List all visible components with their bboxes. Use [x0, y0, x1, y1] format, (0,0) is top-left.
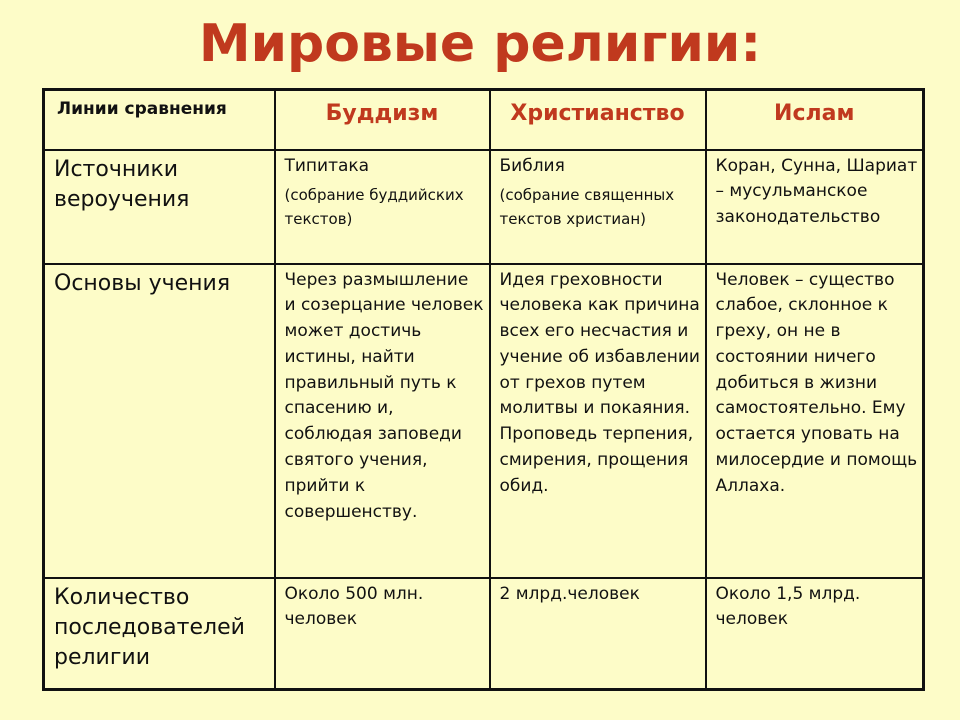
table-row [44, 578, 924, 690]
row-label-sources: Источники вероучения [44, 150, 275, 264]
cell-buddhism-foundations [275, 264, 490, 578]
cell-buddhism-followers [275, 578, 490, 690]
cell-islam-followers [706, 578, 924, 690]
row-label-foundations: Основы учения [44, 264, 275, 578]
cell-sub-text: (собрание буддийских текстов) [284, 186, 464, 229]
header-buddhism: Буддизм [275, 90, 490, 150]
header-islam: Ислам [706, 90, 924, 150]
cell-christianity-foundations [490, 264, 706, 578]
cell-main-text: Около 1,5 млрд. человек [715, 583, 861, 630]
cell-islam-sources [706, 150, 924, 264]
cell-islam-foundations [706, 264, 924, 578]
cell-main-text: Коран, Сунна, Шариат – мусульманское законодательство [715, 155, 918, 228]
cell-main-text: Идея греховности человека как причина всех его несчастия и учение об избавлении от грехов путем молитвы и покаяния. Проповедь терпения, смирения, прощения обид. [499, 269, 700, 496]
cell-main-text: Через размышление и созерцание человек может достичь истины, найти правильный путь к спасению и, соблюдая заповеди святого учения, прийти к совершенству. [284, 269, 484, 522]
cell-christianity-followers [490, 578, 706, 690]
header-comparison-lines: Линии сравнения [44, 90, 275, 150]
cell-main-text: Библия [499, 155, 565, 176]
page-title: Мировые религии: [198, 14, 762, 74]
comparison-table [42, 88, 925, 691]
header-christianity: Христианство [490, 90, 706, 150]
cell-sub-text: (собрание священных текстов христиан) [499, 186, 675, 229]
table-row [44, 264, 924, 578]
cell-main-text: Типитака [284, 155, 370, 176]
cell-main-text: Человек – существо слабое, склонное к греху, он не в состоянии ничего добиться в жизни самостоятельно. Ему остается уповать на милосердие и помощь Аллаха. [715, 269, 918, 496]
cell-buddhism-sources [275, 150, 490, 264]
cell-main-text: 2 млрд.человек [499, 583, 640, 604]
table-row [44, 150, 924, 264]
table-header-row [44, 90, 924, 150]
cell-christianity-sources [490, 150, 706, 264]
cell-main-text: Около 500 млн. человек [284, 583, 424, 630]
row-label-followers: Количество последователей религии [44, 578, 275, 690]
